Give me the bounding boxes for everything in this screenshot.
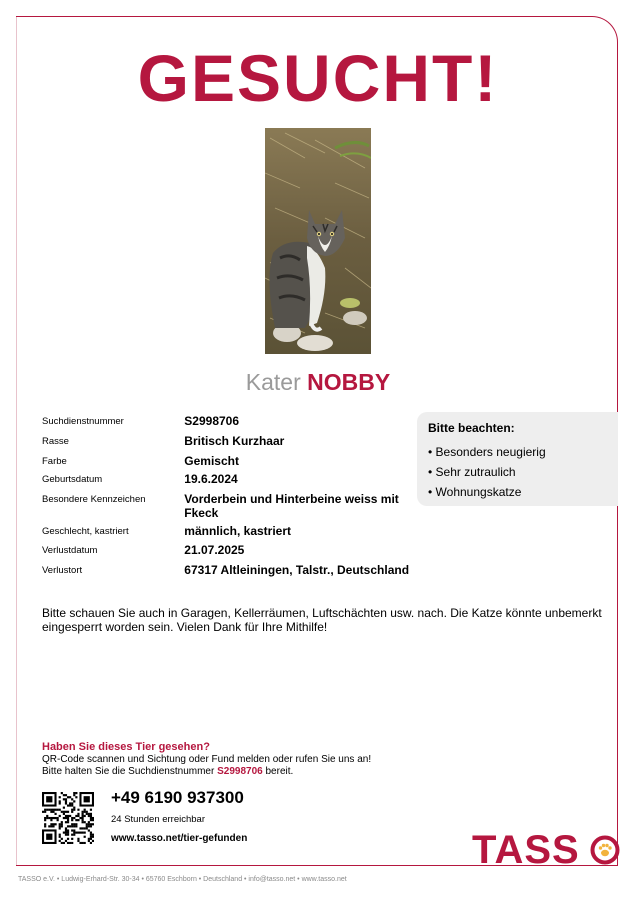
search-number: S2998706: [217, 766, 263, 777]
contact-question: Haben Sie dieses Tier gesehen?: [42, 741, 210, 753]
animal-name: [0, 369, 636, 396]
notes-title: Bitte beachten:: [428, 421, 515, 435]
detail-label: Farbe: [42, 456, 67, 467]
details-table: [42, 414, 412, 577]
detail-value: S2998706: [184, 414, 240, 428]
detail-value: männlich, kastriert: [184, 524, 292, 538]
notes-item: • Besonders neugierig: [428, 442, 618, 462]
contact-instructions: [42, 754, 462, 778]
detail-value: Vorderbein und Hinterbeine weiss mit Fkeck: [184, 492, 399, 520]
appeal-text: Bitte schauen Sie auch in Garagen, Kellerräumen, Luftschächten usw. nach. Die Katze könnte unbemerkt eingesperrt worden sein. Vielen Dank für Ihre Mithilfe!: [42, 606, 602, 634]
tasso-logo: TASS: [472, 828, 580, 872]
detail-value: 67317 Altleiningen, Talstr., Deutschland: [184, 563, 410, 577]
detail-value: 21.07.2025: [184, 543, 245, 557]
detail-value: 19.6.2024: [184, 472, 238, 486]
contact-line-2-pre: Bitte halten Sie die Suchdienstnummer: [42, 766, 215, 777]
hours-text: 24 Stunden erreichbar: [111, 814, 206, 825]
qr-code[interactable]: [42, 792, 94, 844]
footer-address: TASSO e.V. • Ludwig-Erhard-Str. 30-34 • 65760 Eschborn • Deutschland • info@tasso.net • www.tasso.net: [18, 876, 347, 883]
detail-value: Britisch Kurzhaar: [184, 434, 285, 448]
notes-list: [428, 442, 618, 502]
headline: GESUCHT!: [137, 41, 499, 115]
notes-item: • Wohnungskatze: [428, 482, 618, 502]
cat-photo: [265, 128, 371, 354]
detail-label: Besondere Kennzeichen: [42, 494, 146, 505]
contact-line-2: [42, 766, 462, 778]
phone-number[interactable]: +49 6190 937300: [111, 788, 244, 807]
notes-item: • Sehr zutraulich: [428, 462, 618, 482]
notes-box: [417, 412, 618, 506]
detail-label: Verlustdatum: [42, 545, 98, 556]
contact-line-2-post: bereit.: [265, 766, 294, 777]
paw-icon: [589, 834, 621, 866]
detail-label: Suchdienstnummer: [42, 416, 124, 427]
website-link[interactable]: www.tasso.net/tier-gefunden: [111, 833, 248, 844]
detail-label: Geburtsdatum: [42, 474, 103, 485]
contact-line-1: QR-Code scannen und Sichtung oder Fund melden oder rufen Sie uns an!: [42, 754, 372, 765]
detail-label: Rasse: [42, 436, 69, 447]
animal-kind: Kater: [245, 369, 301, 395]
detail-label: Verlustort: [42, 565, 83, 576]
animal-name-value: NOBBY: [307, 369, 391, 395]
detail-label: Geschlecht, kastriert: [42, 526, 129, 537]
detail-value: Gemischt: [184, 454, 239, 468]
